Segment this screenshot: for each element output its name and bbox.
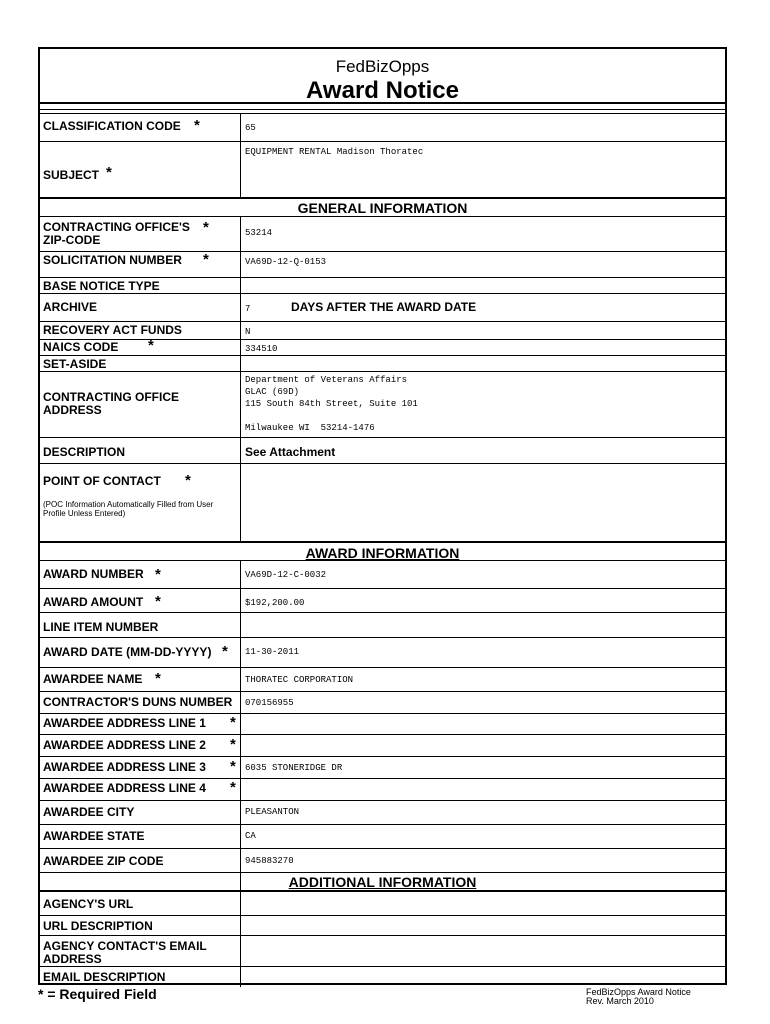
base-notice-type-label: BASE NOTICE TYPE <box>43 279 160 293</box>
line-item-number-label: LINE ITEM NUMBER <box>43 620 159 634</box>
description-value[interactable]: See Attachment <box>245 445 336 459</box>
required-marker: * <box>185 472 191 489</box>
award-amount-label: AWARD AMOUNT <box>43 595 144 609</box>
required-marker: * <box>194 117 200 134</box>
award-number-label: AWARD NUMBER <box>43 567 144 581</box>
general-information-heading: GENERAL INFORMATION <box>297 200 468 216</box>
archive-value[interactable]: 7 <box>245 304 251 314</box>
site-name: FedBizOpps <box>335 57 430 76</box>
office-address-label: CONTRACTING OFFICE ADDRESS <box>43 390 179 417</box>
form-title: Award Notice <box>306 77 459 104</box>
url-description-label: URL DESCRIPTION <box>43 919 153 933</box>
award-notice-form <box>38 47 727 985</box>
awardee-address1-label: AWARDEE ADDRESS LINE 1 <box>43 716 206 730</box>
set-aside-label: SET-ASIDE <box>43 357 107 371</box>
office-zip-label: CONTRACTING OFFICE'S ZIP-CODE <box>43 220 190 247</box>
classification-code-value[interactable]: 65 <box>245 123 256 133</box>
poc-note: (POC Information Automatically Filled from User Profile Unless Entered) <box>43 500 214 518</box>
classification-code-label: CLASSIFICATION CODE <box>43 119 181 133</box>
additional-information-heading: ADDITIONAL INFORMATION <box>288 874 477 890</box>
naics-code-label: NAICS CODE <box>43 340 119 354</box>
required-marker: * <box>222 643 228 660</box>
footer-title: FedBizOpps Award Notice <box>586 987 691 997</box>
required-marker: * <box>230 736 236 753</box>
archive-suffix: DAYS AFTER THE AWARD DATE <box>291 300 477 314</box>
award-information-heading: AWARD INFORMATION <box>305 545 460 561</box>
required-field-note: * = Required Field <box>38 986 157 1002</box>
duns-number-value[interactable]: 070156955 <box>245 698 294 708</box>
description-label: DESCRIPTION <box>43 445 126 459</box>
required-marker: * <box>148 337 154 354</box>
awardee-address2-label: AWARDEE ADDRESS LINE 2 <box>43 738 206 752</box>
point-of-contact-label: POINT OF CONTACT <box>43 474 161 488</box>
office-address-line3[interactable]: 115 South 84th Street, Suite 101 <box>245 399 418 409</box>
archive-label: ARCHIVE <box>43 300 98 314</box>
required-marker: * <box>203 219 209 236</box>
duns-number-label: CONTRACTOR'S DUNS NUMBER <box>43 695 233 709</box>
awardee-address4-label: AWARDEE ADDRESS LINE 4 <box>43 781 206 795</box>
form-footer <box>586 988 691 1006</box>
subject-label: SUBJECT <box>43 168 100 182</box>
footer-revision: Rev. March 2010 <box>586 996 654 1006</box>
office-address-line1[interactable]: Department of Veterans Affairs <box>245 375 408 385</box>
awardee-zip-value[interactable]: 945883270 <box>245 856 294 866</box>
solicitation-number-value[interactable]: VA69D-12-Q-0153 <box>245 257 327 267</box>
solicitation-number-label: SOLICITATION NUMBER <box>43 253 182 267</box>
agency-contact-email-label: AGENCY CONTACT'S EMAIL ADDRESS <box>43 939 207 966</box>
awardee-city-value[interactable]: PLEASANTON <box>245 807 300 817</box>
award-number-value[interactable]: VA69D-12-C-0032 <box>245 570 327 580</box>
recovery-act-label: RECOVERY ACT FUNDS <box>43 323 182 337</box>
subject-value[interactable]: EQUIPMENT RENTAL Madison Thoratec <box>245 147 424 157</box>
required-marker: * <box>203 251 209 268</box>
awardee-city-label: AWARDEE CITY <box>43 805 135 819</box>
office-zip-value[interactable]: 53214 <box>245 228 273 238</box>
agency-url-label: AGENCY'S URL <box>43 897 134 911</box>
awardee-address3-value[interactable]: 6035 STONERIDGE DR <box>245 763 343 773</box>
office-address-line2[interactable]: GLAC (69D) <box>245 387 300 397</box>
required-marker: * <box>155 566 161 583</box>
awardee-zip-label: AWARDEE ZIP CODE <box>43 854 164 868</box>
required-marker: * <box>155 593 161 610</box>
required-marker: * <box>155 670 161 687</box>
awardee-address3-label: AWARDEE ADDRESS LINE 3 <box>43 760 206 774</box>
recovery-act-value[interactable]: N <box>245 327 251 337</box>
required-marker: * <box>106 164 112 181</box>
awardee-state-label: AWARDEE STATE <box>43 829 145 843</box>
email-description-label: EMAIL DESCRIPTION <box>43 970 166 984</box>
award-amount-value[interactable]: $192,200.00 <box>245 598 305 608</box>
office-address-line4[interactable]: Milwaukee WI 53214-1476 <box>245 423 375 433</box>
award-date-label: AWARD DATE (MM-DD-YYYY) <box>43 645 212 659</box>
awardee-name-value[interactable]: THORATEC CORPORATION <box>245 675 354 685</box>
awardee-name-label: AWARDEE NAME <box>43 672 143 686</box>
required-marker: * <box>230 714 236 731</box>
required-marker: * <box>230 779 236 796</box>
naics-code-value[interactable]: 334510 <box>245 344 278 354</box>
required-marker: * <box>230 758 236 775</box>
awardee-state-value[interactable]: CA <box>245 831 256 841</box>
award-date-value[interactable]: 11-30-2011 <box>245 647 300 657</box>
